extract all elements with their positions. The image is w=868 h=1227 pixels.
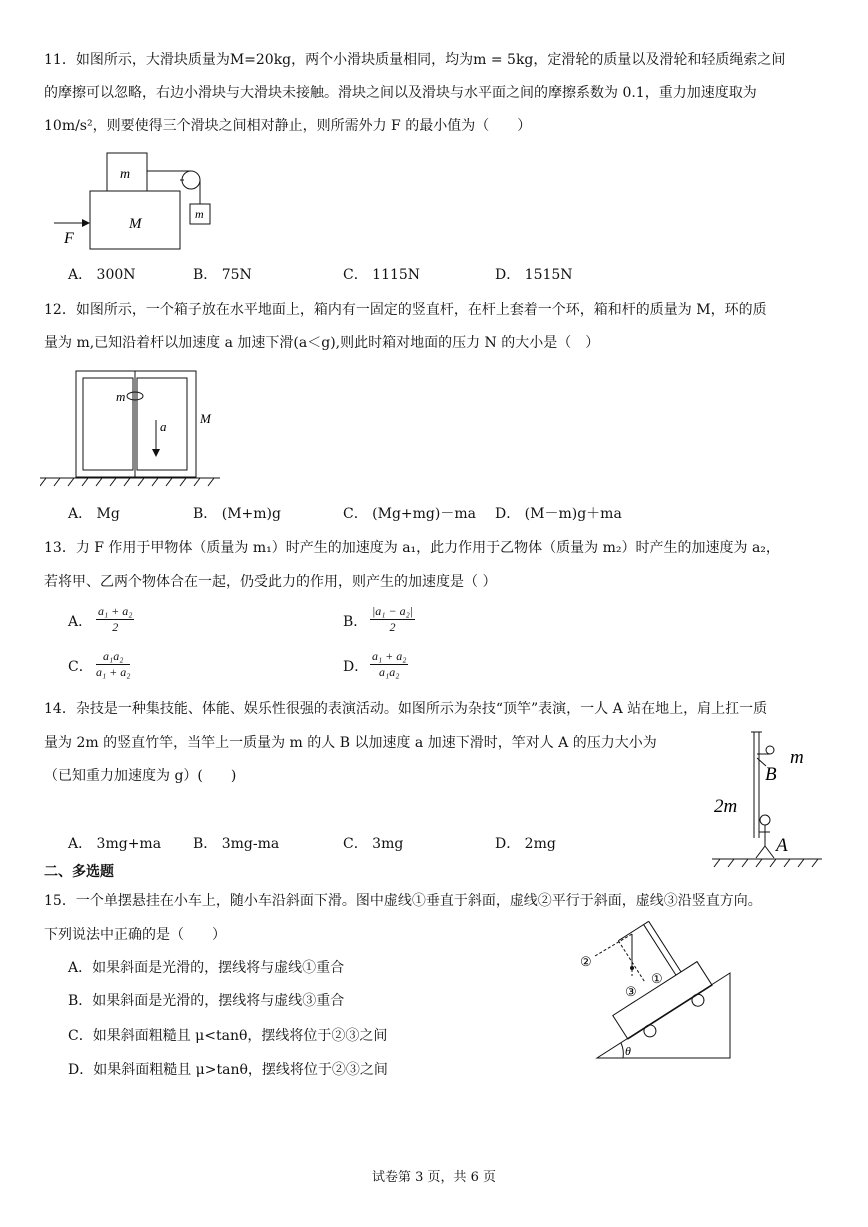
q14-stem-line3: （已知重力加速度为 g）( ) bbox=[44, 768, 237, 784]
q12-stem-line2: 量为 m,已知沿着杆以加速度 a 加速下滑(a＜g),则此时箱对地面的压力 N 的大小是（ ） bbox=[44, 335, 600, 351]
q11-label-m-top: m bbox=[120, 167, 131, 182]
q12-option-a: A． Mg bbox=[68, 506, 120, 522]
q15-label-2: ② bbox=[580, 954, 592, 969]
section-heading-multiple-choice: 二、多选题 bbox=[44, 864, 114, 880]
q15-option-a: A．如果斜面是光滑的，摆线将与虚线①重合 bbox=[68, 960, 345, 976]
q11-option-c: C． 1115N bbox=[343, 267, 421, 283]
q13-b-denominator: 2 bbox=[389, 620, 396, 634]
q14-label-A: A bbox=[776, 835, 788, 856]
q12-figure bbox=[40, 365, 220, 490]
q13-option-d-letter: D． bbox=[343, 659, 369, 675]
q14-option-b: B． 3mg-ma bbox=[193, 836, 280, 852]
q11-stem-line2: 的摩擦可以忽略，右边小滑块与大滑块未接触。滑块之间以及滑块与水平面之间的摩擦系数为 0.1，重力加速度取为 bbox=[44, 85, 757, 101]
q13-option-d-fraction bbox=[370, 649, 408, 680]
q13-option-c-letter: C． bbox=[68, 659, 93, 675]
q13-a-denominator: 2 bbox=[112, 620, 119, 634]
q12-label-a: a bbox=[160, 419, 167, 434]
q15-label-1: ① bbox=[651, 971, 663, 986]
q11-option-b: B． 75N bbox=[193, 267, 252, 283]
q12-option-d: D． (M－m)g＋ma bbox=[495, 506, 622, 522]
q12-label-M: M bbox=[200, 411, 211, 426]
q15-label-3: ③ bbox=[625, 984, 637, 999]
q11-option-d: D． 1515N bbox=[495, 267, 573, 283]
q15-label-theta: θ bbox=[625, 1044, 631, 1058]
q13-a-numerator: a₁ + a₂ bbox=[98, 604, 133, 618]
q11-stem-line1: 11．如图所示，大滑块质量为M=20kg，两个小滑块质量相同，均为m = 5kg，定滑轮的质量以及滑轮和轻质绳索之间 bbox=[44, 52, 786, 68]
q15-figure bbox=[575, 918, 735, 1063]
q14-option-d: D． 2mg bbox=[495, 836, 556, 852]
q14-label-2m: 2m bbox=[714, 796, 738, 817]
q11-stem-line3: 10m/s²，则要使得三个滑块之间相对静止，则所需外力 F 的最小值为（ ） bbox=[44, 118, 532, 134]
q13-stem-line1: 13．力 F 作用于甲物体（质量为 m₁）时产生的加速度为 a₁，此力作用于乙物体（质量为 m₂）时产生的加速度为 a₂， bbox=[44, 540, 780, 556]
q15-option-c: C．如果斜面粗糙且 μ<tanθ，摆线将位于②③之间 bbox=[68, 1028, 388, 1044]
q15-option-d: D．如果斜面粗糙且 μ>tanθ，摆线将位于②③之间 bbox=[68, 1062, 388, 1078]
q14-label-B: B bbox=[765, 764, 777, 785]
q12-option-b: B． (M+m)g bbox=[193, 506, 281, 522]
q14-label-m: m bbox=[790, 747, 804, 768]
q13-option-a-fraction bbox=[96, 604, 134, 635]
q14-figure bbox=[712, 728, 822, 876]
q13-c-denominator: a₁ + a₂ bbox=[96, 665, 131, 679]
q13-d-denominator: a₁a₂ bbox=[379, 665, 400, 679]
q12-option-c: C． (Mg+mg)－ma bbox=[343, 506, 476, 522]
q14-option-a: A． 3mg+ma bbox=[68, 836, 162, 852]
q13-option-a-letter: A． bbox=[68, 614, 93, 630]
q14-stem-line2: 量为 2m 的竖直竹竿，当竿上一质量为 m 的人 B 以加速度 a 加速下滑时，竿对人 A 的压力大小为 bbox=[44, 735, 657, 751]
q12-stem-line1: 12．如图所示，一个箱子放在水平地面上，箱内有一固定的竖直杆，在杆上套着一个环，箱和杆的质量为 M，环的质 bbox=[44, 302, 767, 318]
q13-option-b-letter: B． bbox=[343, 614, 368, 630]
q11-label-F: F bbox=[64, 230, 74, 247]
q13-d-numerator: a₁ + a₂ bbox=[372, 649, 407, 663]
q13-b-numerator: |a₁ − a₂| bbox=[372, 604, 414, 618]
q11-option-a: A． 300N bbox=[68, 267, 136, 283]
q11-label-m-hang: m bbox=[195, 207, 204, 221]
q15-stem-line2: 下列说法中正确的是（ ） bbox=[44, 927, 226, 943]
q13-option-b-fraction bbox=[370, 604, 415, 635]
q12-label-m: m bbox=[116, 389, 126, 404]
page-footer: 试卷第 3 页，共 6 页 bbox=[371, 1170, 497, 1185]
q13-option-c-fraction bbox=[96, 649, 130, 680]
q11-figure bbox=[44, 148, 224, 253]
q13-c-numerator: a₁a₂ bbox=[96, 649, 130, 665]
q15-stem-line1: 15．一个单摆悬挂在小车上，随小车沿斜面下滑。图中虚线①垂直于斜面，虚线②平行于斜面，虚线③沿竖直方向。 bbox=[44, 893, 762, 909]
q15-option-b: B．如果斜面是光滑的，摆线将与虚线③重合 bbox=[68, 993, 345, 1009]
q11-label-M: M bbox=[129, 216, 142, 232]
q13-stem-line2: 若将甲、乙两个物体合在一起，仍受此力的作用，则产生的加速度是（ ） bbox=[44, 574, 497, 590]
q14-option-c: C． 3mg bbox=[343, 836, 404, 852]
q14-stem-line1: 14．杂技是一种集技能、体能、娱乐性很强的表演活动。如图所示为杂技“顶竿”表演，一人 A 站在地上，肩上扛一质 bbox=[44, 701, 768, 717]
